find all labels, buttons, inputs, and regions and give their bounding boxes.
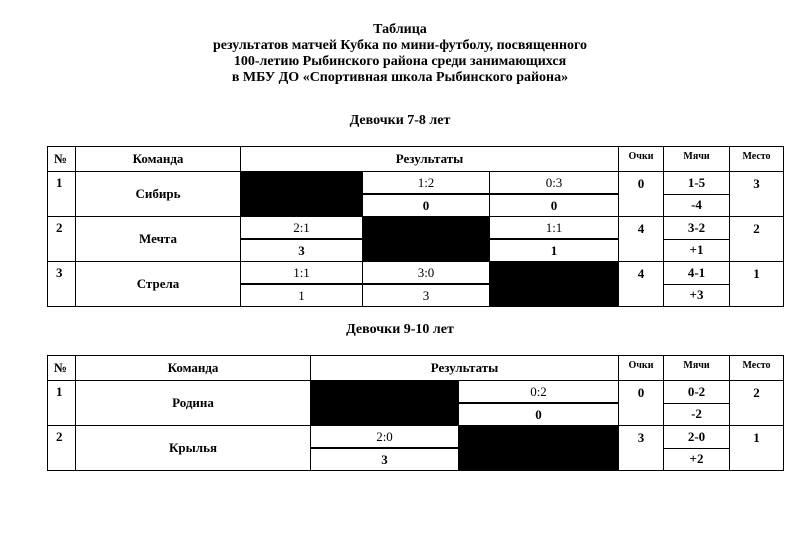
self-match-cell <box>459 426 619 471</box>
team-points: 0 <box>619 172 664 217</box>
header-balls: Мячи <box>664 356 730 381</box>
team-place: 2 <box>730 381 784 426</box>
team-place: 1 <box>730 426 784 471</box>
self-match-cell <box>241 172 363 217</box>
row-number: 3 <box>48 262 76 307</box>
goal-difference: +3 <box>664 284 730 307</box>
goals-ratio: 0-2 <box>664 381 730 404</box>
goals-ratio: 1-5 <box>664 172 730 195</box>
match-points: 1 <box>490 239 619 262</box>
team-name: Мечта <box>76 217 241 262</box>
header-results: Результаты <box>241 147 619 172</box>
header-team: Команда <box>76 147 241 172</box>
document-title <box>0 22 800 86</box>
match-score: 1:1 <box>241 262 363 285</box>
goal-difference: +1 <box>664 239 730 262</box>
title-line: в МБУ ДО «Спортивная школа Рыбинского района» <box>231 70 569 85</box>
table-row <box>48 426 784 449</box>
self-match-cell <box>311 381 459 426</box>
team-name: Родина <box>76 381 311 426</box>
header-row <box>48 147 784 172</box>
title-line: Таблица <box>373 22 427 37</box>
results-table-group2 <box>47 355 784 471</box>
row-number: 1 <box>48 172 76 217</box>
match-points: 0 <box>490 194 619 217</box>
match-points: 3 <box>311 448 459 471</box>
match-points: 0 <box>459 403 619 426</box>
match-score: 1:2 <box>363 172 490 195</box>
team-points: 4 <box>619 217 664 262</box>
team-place: 2 <box>730 217 784 262</box>
match-score: 0:3 <box>490 172 619 195</box>
match-score: 1:1 <box>490 217 619 240</box>
team-place: 3 <box>730 172 784 217</box>
header-team: Команда <box>76 356 311 381</box>
header-place: Место <box>730 147 784 172</box>
header-results: Результаты <box>311 356 619 381</box>
match-points: 0 <box>363 194 490 217</box>
match-score: 2:0 <box>311 426 459 449</box>
results-table-group1 <box>47 146 784 307</box>
header-num: № <box>48 356 76 381</box>
title-line: 100-летию Рыбинского района среди занимающихся <box>233 54 567 69</box>
header-points: Очки <box>619 356 664 381</box>
row-number: 1 <box>48 381 76 426</box>
team-name: Стрела <box>76 262 241 307</box>
goal-difference: -4 <box>664 194 730 217</box>
match-points: 3 <box>241 239 363 262</box>
match-score: 3:0 <box>363 262 490 285</box>
team-name: Крылья <box>76 426 311 471</box>
title-line: результатов матчей Кубка по мини-футболу, посвященного <box>212 38 588 53</box>
row-number: 2 <box>48 426 76 471</box>
table-row <box>48 217 784 240</box>
goals-ratio: 2-0 <box>664 426 730 449</box>
match-points: 3 <box>363 284 490 307</box>
team-points: 4 <box>619 262 664 307</box>
header-row <box>48 356 784 381</box>
self-match-cell <box>363 217 490 262</box>
team-points: 0 <box>619 381 664 426</box>
team-place: 1 <box>730 262 784 307</box>
team-points: 3 <box>619 426 664 471</box>
goal-difference: +2 <box>664 448 730 471</box>
group1-title: Девочки 7-8 лет <box>349 113 451 128</box>
table-row <box>48 262 784 285</box>
table-row <box>48 172 784 195</box>
group2-title: Девочки 9-10 лет <box>346 322 454 337</box>
header-place: Место <box>730 356 784 381</box>
row-number: 2 <box>48 217 76 262</box>
match-points: 1 <box>241 284 363 307</box>
table-row <box>48 381 784 404</box>
header-balls: Мячи <box>664 147 730 172</box>
team-name: Сибирь <box>76 172 241 217</box>
goals-ratio: 3-2 <box>664 217 730 240</box>
match-score: 0:2 <box>459 381 619 404</box>
self-match-cell <box>490 262 619 307</box>
header-num: № <box>48 147 76 172</box>
match-score: 2:1 <box>241 217 363 240</box>
goals-ratio: 4-1 <box>664 262 730 285</box>
goal-difference: -2 <box>664 403 730 426</box>
header-points: Очки <box>619 147 664 172</box>
